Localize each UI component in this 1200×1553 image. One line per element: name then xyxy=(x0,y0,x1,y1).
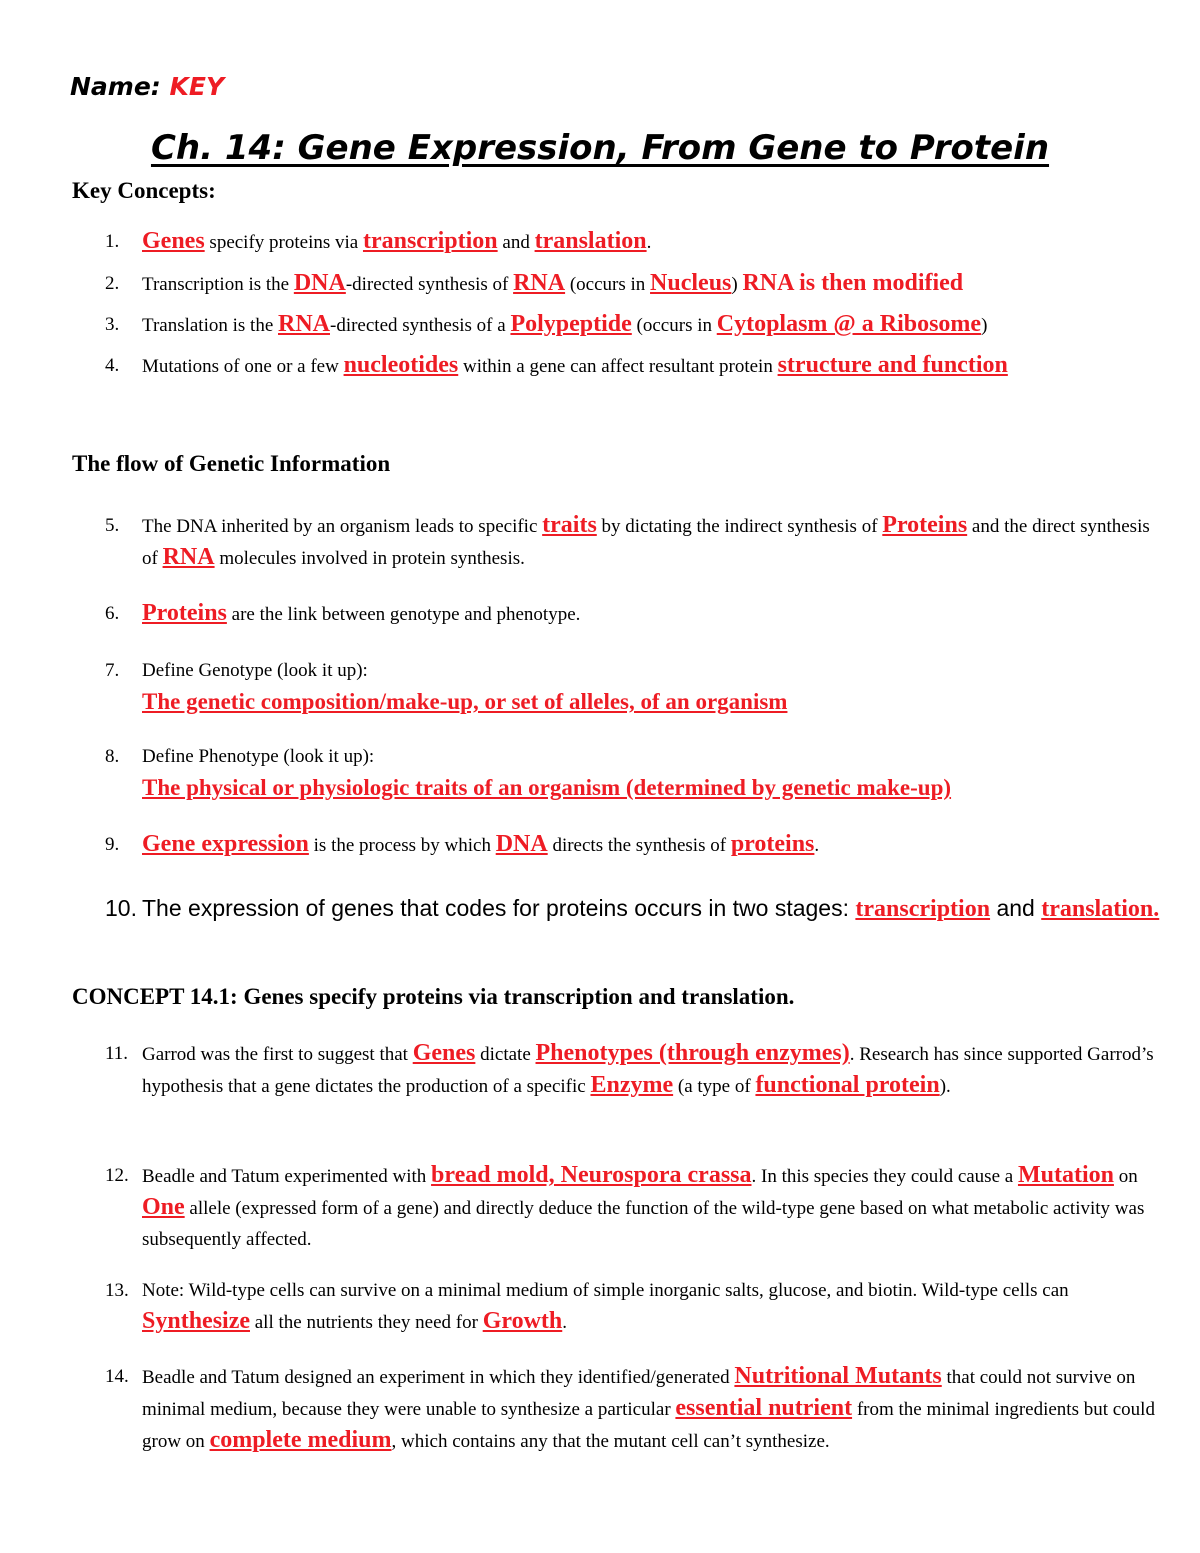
list-item-10 xyxy=(105,892,1165,927)
text: within a gene can affect resultant protein xyxy=(458,356,778,377)
list-item-13 xyxy=(105,1275,1165,1338)
text: specify proteins via xyxy=(204,232,363,253)
list-item-2 xyxy=(105,268,1165,300)
item-number: 8. xyxy=(105,746,120,767)
text: ) xyxy=(981,315,988,336)
section-flow: The flow of Genetic Information xyxy=(72,451,391,476)
text: . In this species they could cause a xyxy=(751,1166,1018,1187)
text: molecules involved in protein synthesis. xyxy=(214,548,525,569)
answer: Nutritional Mutants xyxy=(734,1363,942,1389)
answer: Genes xyxy=(142,228,205,254)
answer: Polypeptide xyxy=(510,311,632,337)
section-key-concepts: Key Concepts: xyxy=(72,178,216,203)
text: dictate xyxy=(475,1044,536,1065)
answer: Genes xyxy=(412,1040,476,1066)
name-line xyxy=(70,72,224,101)
answer: translation. xyxy=(1041,896,1160,922)
answer: structure and function xyxy=(777,352,1008,378)
answer: Phenotypes (through enzymes) xyxy=(535,1040,850,1066)
name-label: Name: xyxy=(70,72,161,101)
item-number: 1. xyxy=(105,231,120,252)
text: (occurs in xyxy=(631,315,717,336)
text: Translation is the xyxy=(142,315,278,336)
item-number: 2. xyxy=(105,273,120,294)
text: ). xyxy=(939,1076,951,1097)
text: from the minimal ingredients but could grow on xyxy=(142,1399,1155,1452)
answer: Synthesize xyxy=(142,1308,250,1334)
item-number: 7. xyxy=(105,660,120,681)
list-item-8 xyxy=(105,741,1165,803)
item-number: 11. xyxy=(105,1043,129,1064)
text: (a type of xyxy=(673,1076,756,1097)
list-item-6 xyxy=(105,598,1165,630)
answer: complete medium xyxy=(209,1427,392,1453)
answer: transcription xyxy=(855,896,991,922)
item-number: 13. xyxy=(105,1280,129,1301)
section-concept-14-1: CONCEPT 14.1: Genes specify proteins via transcription and translation. xyxy=(72,984,795,1009)
answer: Enzyme xyxy=(590,1072,674,1098)
text: and xyxy=(497,232,535,253)
answer: One xyxy=(142,1194,185,1220)
answer: Proteins xyxy=(142,600,227,626)
list-item-14 xyxy=(105,1361,1165,1457)
answer: The genetic composition/make-up, or set of alleles, of an organism xyxy=(142,689,788,714)
text: is the process by which xyxy=(308,835,496,856)
text: directs the synthesis of xyxy=(547,835,731,856)
answer: bread mold, Neurospora crassa xyxy=(431,1162,752,1188)
text: The DNA inherited by an organism leads to specific xyxy=(142,516,543,537)
text: ) xyxy=(731,274,743,295)
text: -directed synthesis of xyxy=(345,274,514,295)
text: and the direct synthesis of xyxy=(142,516,1150,569)
answer: nucleotides xyxy=(343,352,459,378)
item-number: 3. xyxy=(105,314,120,335)
list-item-9 xyxy=(105,829,1165,861)
text: are the link between genotype and phenotype. xyxy=(226,604,581,625)
answer: functional protein xyxy=(755,1072,940,1098)
page-title: Ch. 14: Gene Expression, From Gene to Protein xyxy=(150,128,1050,168)
item-number: 10. xyxy=(105,895,137,921)
answer: Gene expression xyxy=(142,831,309,857)
answer: Mutation xyxy=(1017,1162,1114,1188)
answer: Growth xyxy=(482,1308,563,1334)
list-item-4 xyxy=(105,350,1165,382)
item-number: 5. xyxy=(105,515,120,536)
text: The expression of genes that codes for proteins occurs in two stages: xyxy=(142,895,856,921)
answer: RNA xyxy=(278,311,330,337)
text: Garrod was the first to suggest that xyxy=(142,1044,413,1065)
list-item-5 xyxy=(105,510,1165,574)
answer: Nucleus xyxy=(650,270,732,296)
item-number: 6. xyxy=(105,603,120,624)
list-item-3 xyxy=(105,309,1165,341)
answer: RNA is then modified xyxy=(742,270,964,296)
text: . xyxy=(814,835,820,856)
answer: Proteins xyxy=(882,512,968,538)
answer: proteins xyxy=(730,831,815,857)
answer: essential nutrient xyxy=(675,1395,853,1421)
answer: transcription xyxy=(362,228,498,254)
name-value: KEY xyxy=(169,72,225,101)
text: Define Phenotype (look it up): xyxy=(142,746,375,767)
list-item-1 xyxy=(105,226,1165,258)
text: by dictating the indirect synthesis of xyxy=(596,516,883,537)
text: on xyxy=(1113,1166,1138,1187)
text: Mutations of one or a few xyxy=(142,356,344,377)
answer: RNA xyxy=(513,270,566,296)
item-number: 4. xyxy=(105,355,120,376)
text: Transcription is the xyxy=(142,274,294,295)
text: all the nutrients they need for xyxy=(250,1312,483,1333)
answer: The physical or physiologic traits of an organism (determined by genetic make-up) xyxy=(142,775,952,800)
answer: DNA xyxy=(293,270,346,296)
text: . xyxy=(562,1312,567,1333)
text: Note: Wild-type cells can survive on a minimal medium of simple inorganic salts, glucose, and biotin. Wild-type cells can xyxy=(142,1280,1069,1301)
text: that could not survive on minimal medium, because they were unable to synthesize a particular xyxy=(142,1367,1136,1420)
text: (occurs in xyxy=(565,274,651,295)
list-item-7 xyxy=(105,655,1165,717)
answer: translation xyxy=(534,228,647,254)
answer: Cytoplasm @ a Ribosome xyxy=(716,311,982,337)
text: allele (expressed form of a gene) and directly deduce the function of the wild-type gene based on what metabolic activity was subsequently affected. xyxy=(142,1198,1145,1250)
item-number: 14. xyxy=(105,1366,129,1387)
text: , which contains any that the mutant cell can’t synthesize. xyxy=(391,1431,830,1452)
answer: traits xyxy=(542,512,597,538)
text: . Research has since supported Garrod’s hypothesis that a gene dictates the production of a specific xyxy=(142,1044,1154,1097)
text: Beadle and Tatum designed an experiment in which they identified/generated xyxy=(142,1367,735,1388)
text: -directed synthesis of a xyxy=(330,315,511,336)
text: . xyxy=(646,232,652,253)
text: Beadle and Tatum experimented with xyxy=(142,1166,432,1187)
item-number: 12. xyxy=(105,1165,129,1186)
answer: DNA xyxy=(495,831,548,857)
text: Define Genotype (look it up): xyxy=(142,660,368,681)
answer: RNA xyxy=(162,544,215,570)
text: and xyxy=(990,895,1042,921)
list-item-12 xyxy=(105,1160,1165,1255)
item-number: 9. xyxy=(105,834,120,855)
list-item-11 xyxy=(105,1038,1165,1102)
